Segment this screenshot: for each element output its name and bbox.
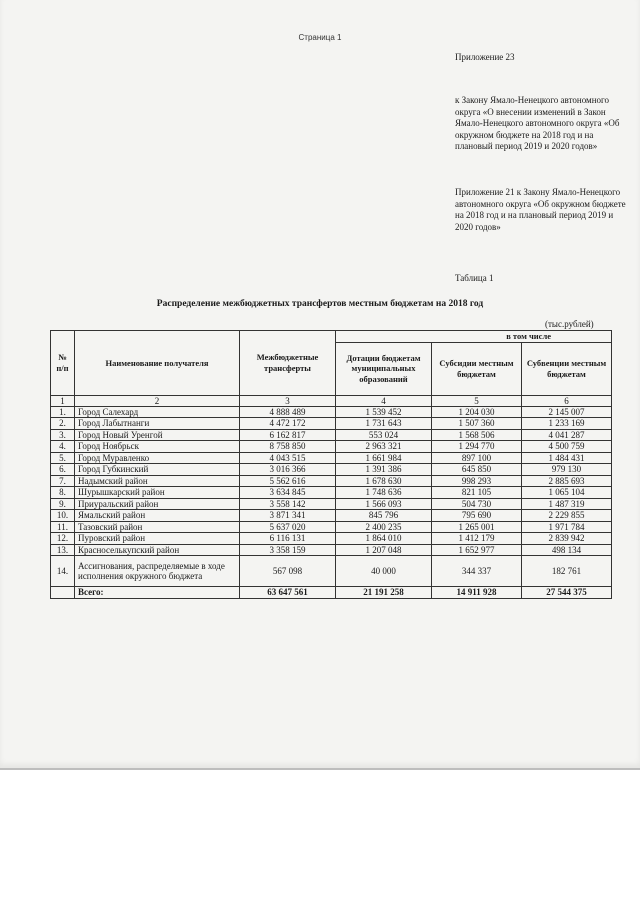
transfers-value: 6 116 131 <box>240 533 336 545</box>
table-row <box>51 498 612 510</box>
recipient-name: Надымский район <box>75 475 240 487</box>
subsidies-value: 1 265 001 <box>432 521 522 533</box>
total-transfers: 63 647 561 <box>240 587 336 599</box>
subsidies-value: 1 652 977 <box>432 544 522 556</box>
header-num: № п/п <box>51 331 75 396</box>
transfers-value: 3 871 341 <box>240 510 336 522</box>
table-label: Таблица 1 <box>455 273 494 283</box>
header-subsidies: Субсидии местным бюджетам <box>432 342 522 395</box>
subventions-value: 2 885 693 <box>522 475 612 487</box>
row-number: 8. <box>51 487 75 499</box>
row-number: 13. <box>51 544 75 556</box>
table-row <box>51 452 612 464</box>
transfers-value: 4 043 515 <box>240 452 336 464</box>
transfers-value: 4 472 172 <box>240 418 336 430</box>
subventions-value: 4 500 759 <box>522 441 612 453</box>
subsidies-value: 821 105 <box>432 487 522 499</box>
dotations-value: 2 963 321 <box>336 441 432 453</box>
subventions-value: 2 839 942 <box>522 533 612 545</box>
recipient-name: Красноселькупский район <box>75 544 240 556</box>
dotations-value: 1 566 093 <box>336 498 432 510</box>
recipient-name: Город Муравленко <box>75 452 240 464</box>
total-dotations: 21 191 258 <box>336 587 432 599</box>
header-group: в том числе <box>336 331 612 343</box>
table-row <box>51 418 612 430</box>
col-number: 1 <box>51 395 75 406</box>
header-subventions: Субвенции местным бюджетам <box>522 342 612 395</box>
subventions-value: 1 971 784 <box>522 521 612 533</box>
table-row <box>51 429 612 441</box>
recipient-name: Город Ноябрьск <box>75 441 240 453</box>
dotations-value: 1 661 984 <box>336 452 432 464</box>
transfers-value: 8 758 850 <box>240 441 336 453</box>
recipient-name: Ямальский район <box>75 510 240 522</box>
row-number: 4. <box>51 441 75 453</box>
table-row <box>51 487 612 499</box>
subventions-value: 182 761 <box>522 556 612 587</box>
transfers-table <box>50 330 612 599</box>
appendix-title: Приложение 23 <box>455 52 515 62</box>
dotations-value: 40 000 <box>336 556 432 587</box>
table-row <box>51 521 612 533</box>
recipient-name: Пуровский район <box>75 533 240 545</box>
row-number: 12. <box>51 533 75 545</box>
table-row <box>51 556 612 587</box>
header-name: Наименование получателя <box>75 331 240 396</box>
dotations-value: 1 207 048 <box>336 544 432 556</box>
dotations-value: 845 796 <box>336 510 432 522</box>
subventions-value: 1 487 319 <box>522 498 612 510</box>
dotations-value: 1 391 386 <box>336 464 432 476</box>
subsidies-value: 1 507 360 <box>432 418 522 430</box>
table-row <box>51 544 612 556</box>
recipient-name: Город Губкинский <box>75 464 240 476</box>
row-number: 6. <box>51 464 75 476</box>
subsidies-value: 504 730 <box>432 498 522 510</box>
col-number: 5 <box>432 395 522 406</box>
header-row-group <box>51 331 612 343</box>
col-number: 6 <box>522 395 612 406</box>
total-subsidies: 14 911 928 <box>432 587 522 599</box>
subsidies-value: 1 294 770 <box>432 441 522 453</box>
total-row <box>51 587 612 599</box>
law-reference-amendment: к Закону Ямало-Ненецкого автономного округа «О внесении изменений в Закон Ямало-Ненецкого автономного округа «Об окружном бюджете на 2018 год и на плановый период 2019 и 2020 годов» <box>455 95 620 151</box>
recipient-name: Ассигнования, распределяемые в ходе исполнения окружного бюджета <box>75 556 240 587</box>
col-number: 4 <box>336 395 432 406</box>
row-number: 14. <box>51 556 75 587</box>
recipient-name: Город Салехард <box>75 406 240 418</box>
table-row <box>51 475 612 487</box>
page-label: Страница 1 <box>298 33 342 42</box>
transfers-value: 6 162 817 <box>240 429 336 441</box>
document-title: Распределение межбюджетных трансфертов местным бюджетам на 2018 год <box>156 299 484 309</box>
subsidies-value: 795 690 <box>432 510 522 522</box>
subventions-value: 979 130 <box>522 464 612 476</box>
law-reference-original: Приложение 21 к Закону Ямало-Ненецкого автономного округа «Об окружном бюджете на 2018 год и на плановый период 2019 и 2020 годов» <box>455 187 626 232</box>
table-row <box>51 441 612 453</box>
transfers-value: 5 562 616 <box>240 475 336 487</box>
row-number: 2. <box>51 418 75 430</box>
table-row <box>51 510 612 522</box>
header-transfers: Межбюджетные трансферты <box>240 331 336 396</box>
subventions-value: 1 233 169 <box>522 418 612 430</box>
row-number: 3. <box>51 429 75 441</box>
row-number: 11. <box>51 521 75 533</box>
subsidies-value: 897 100 <box>432 452 522 464</box>
recipient-name: Город Лабытнанги <box>75 418 240 430</box>
row-number: 9. <box>51 498 75 510</box>
subsidies-value: 344 337 <box>432 556 522 587</box>
row-number: 10. <box>51 510 75 522</box>
dotations-value: 2 400 235 <box>336 521 432 533</box>
total-num-cell <box>51 587 75 599</box>
table-row <box>51 406 612 418</box>
dotations-value: 1 539 452 <box>336 406 432 418</box>
subsidies-value: 1 568 506 <box>432 429 522 441</box>
subventions-value: 498 134 <box>522 544 612 556</box>
row-number: 1. <box>51 406 75 418</box>
dotations-value: 1 678 630 <box>336 475 432 487</box>
subsidies-value: 1 204 030 <box>432 406 522 418</box>
subventions-value: 2 229 855 <box>522 510 612 522</box>
subsidies-value: 1 412 179 <box>432 533 522 545</box>
subsidies-value: 998 293 <box>432 475 522 487</box>
transfers-value: 4 888 489 <box>240 406 336 418</box>
subventions-value: 4 041 287 <box>522 429 612 441</box>
units-label: (тыс.рублей) <box>545 319 594 329</box>
subsidies-value: 645 850 <box>432 464 522 476</box>
transfers-value: 3 558 142 <box>240 498 336 510</box>
transfers-value: 3 016 366 <box>240 464 336 476</box>
table-row <box>51 533 612 545</box>
subventions-value: 2 145 007 <box>522 406 612 418</box>
transfers-value: 3 358 159 <box>240 544 336 556</box>
row-number: 5. <box>51 452 75 464</box>
header-dotations: Дотации бюджетам муниципальных образований <box>336 342 432 395</box>
transfers-value: 5 637 020 <box>240 521 336 533</box>
column-number-row <box>51 395 612 406</box>
row-number: 7. <box>51 475 75 487</box>
dotations-value: 1 748 636 <box>336 487 432 499</box>
recipient-name: Приуральский район <box>75 498 240 510</box>
total-subventions: 27 544 375 <box>522 587 612 599</box>
col-number: 2 <box>75 395 240 406</box>
transfers-value: 567 098 <box>240 556 336 587</box>
table-row <box>51 464 612 476</box>
col-number: 3 <box>240 395 336 406</box>
transfers-value: 3 634 845 <box>240 487 336 499</box>
dotations-value: 553 024 <box>336 429 432 441</box>
recipient-name: Тазовский район <box>75 521 240 533</box>
dotations-value: 1 731 643 <box>336 418 432 430</box>
recipient-name: Город Новый Уренгой <box>75 429 240 441</box>
dotations-value: 1 864 010 <box>336 533 432 545</box>
recipient-name: Шурышкарский район <box>75 487 240 499</box>
subventions-value: 1 484 431 <box>522 452 612 464</box>
subventions-value: 1 065 104 <box>522 487 612 499</box>
total-label: Всего: <box>75 587 240 599</box>
